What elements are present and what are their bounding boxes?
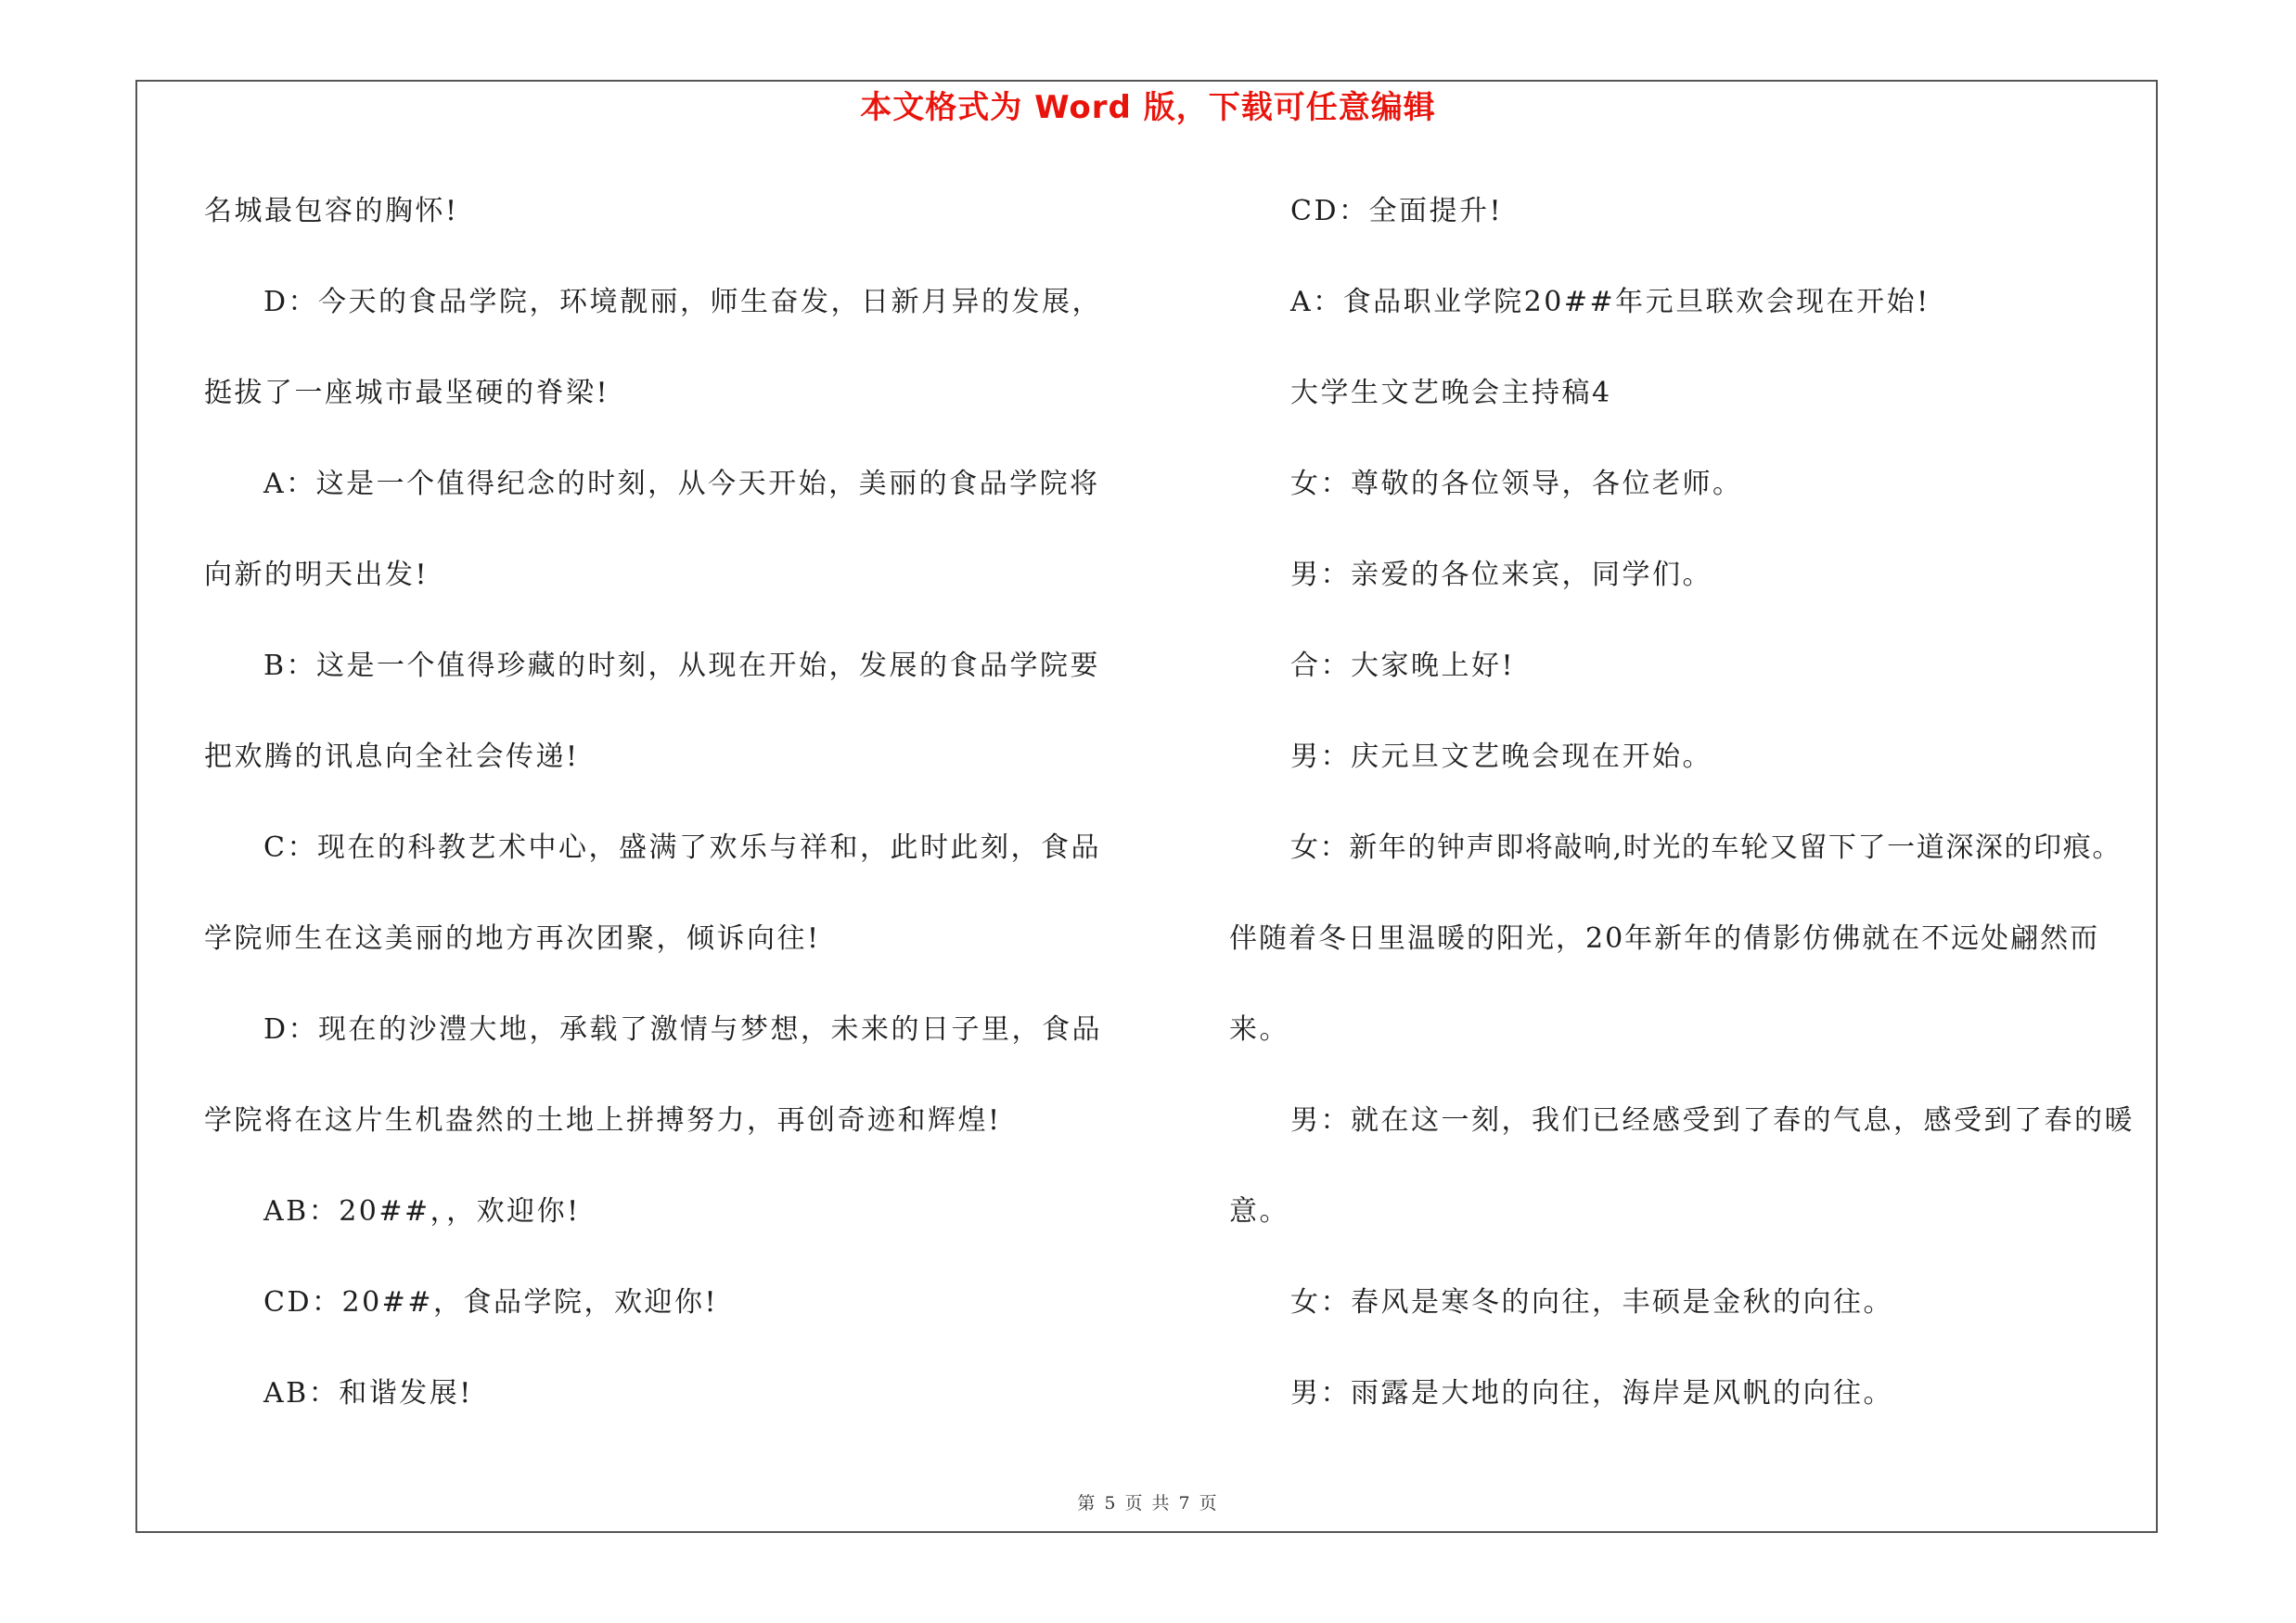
paragraph-line: AB：和谐发展! [263,1377,473,1410]
paragraph-line: 意。 [1229,1195,1289,1228]
paragraph-line: CD：20##，食品学院，欢迎你! [263,1286,719,1319]
paragraph-line: 伴随着冬日里温暖的阳光，20年新年的倩影仿佛就在不远处翩然而 [1229,922,2100,955]
paragraph-line: C：现在的科教艺术中心，盛满了欢乐与祥和，此时此刻，食品 [263,831,1101,864]
paragraph-line: 把欢腾的讯息向全社会传递! [204,741,580,773]
paragraph-line: 女：尊敬的各位领导，各位老师。 [1290,468,1743,500]
paragraph-line: 女：新年的钟声即将敲响,时光的车轮又留下了一道深深的印痕。 [1290,831,2122,864]
paragraph-line: 男：就在这一刻，我们已经感受到了春的气息，感受到了春的暖 [1290,1104,2135,1137]
paragraph-line: 女：春风是寒冬的向往，丰硕是金秋的向往。 [1290,1286,1893,1319]
paragraph-line: CD：全面提升! [1290,195,1504,227]
left-column [204,182,1141,1455]
paragraph-line: B：这是一个值得珍藏的时刻，从现在开始，发展的食品学院要 [263,650,1101,682]
paragraph-line: 男：亲爱的各位来宾，同学们。 [1290,559,1712,591]
paragraph-line: 男：庆元旦文艺晚会现在开始。 [1290,741,1712,773]
paragraph-line: 学院师生在这美丽的地方再次团聚，倾诉向往! [204,922,821,955]
paragraph-line: D：今天的食品学院，环境靓丽，师生奋发，日新月异的发展， [263,286,1103,318]
paragraph-line: 男：雨露是大地的向往，海岸是风帆的向往。 [1290,1377,1893,1410]
paragraph-line: 学院将在这片生机盎然的土地上拼搏努力，再创奇迹和辉煌! [204,1104,1002,1137]
paragraph-line: 挺拔了一座城市最坚硬的脊梁! [204,377,610,409]
paragraph-line: 名城最包容的胸怀! [204,195,459,227]
section-heading: 大学生文艺晚会主持稿4 [1290,377,1612,409]
right-column [1229,182,2174,1455]
paragraph-line: A：食品职业学院20##年元旦联欢会现在开始! [1290,286,1930,318]
page-number: 第 5 页 共 7 页 [1077,1493,1219,1514]
paragraph-line: A：这是一个值得纪念的时刻，从今天开始，美丽的食品学院将 [263,468,1100,500]
paragraph-line: 来。 [1229,1013,1289,1046]
paragraph-line: D：现在的沙澧大地，承载了激情与梦想，未来的日子里，食品 [263,1013,1103,1046]
header-notice: 本文格式为 Word 版，下载可任意编辑 [860,89,1436,126]
paragraph-line: 合：大家晚上好! [1290,650,1516,682]
paragraph-line: 向新的明天出发! [204,559,430,591]
paragraph-line: AB：20##，，欢迎你! [263,1195,581,1228]
